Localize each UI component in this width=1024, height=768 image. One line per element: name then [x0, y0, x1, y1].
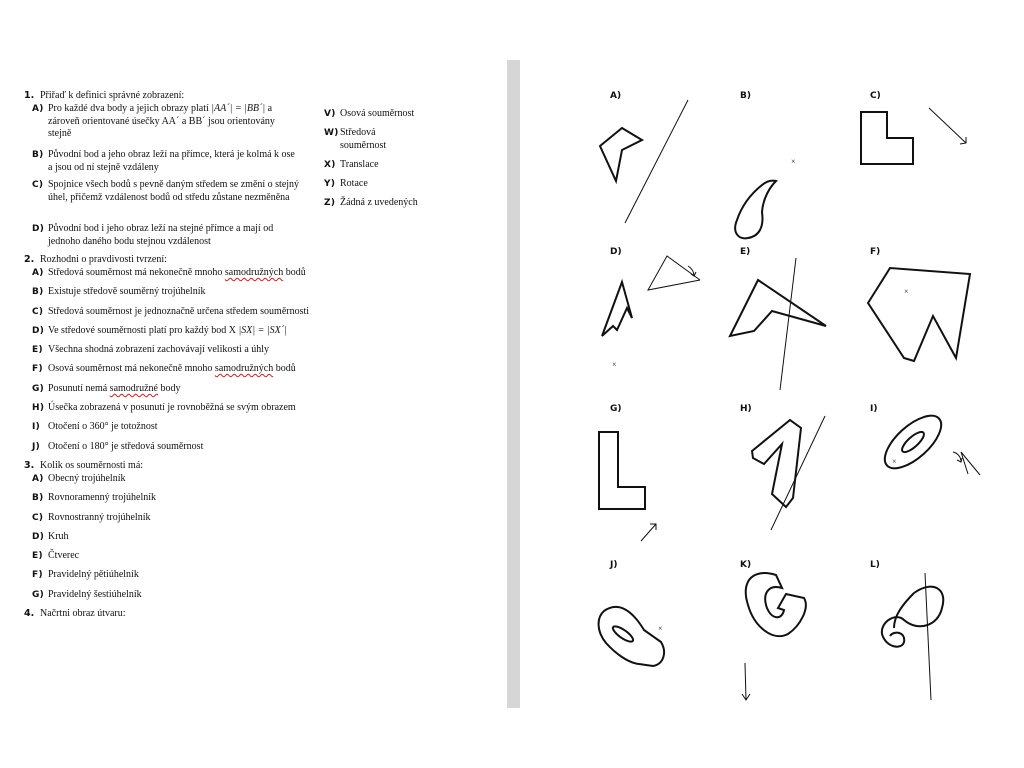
q3-item-g-letter: G)	[32, 590, 45, 600]
figure-k-label: K)	[740, 560, 752, 570]
q2-item-a-letter: A)	[32, 268, 44, 278]
q3-item-e-text: Čtverec	[48, 550, 80, 561]
q4-title: Načrtni obraz útvaru:	[40, 608, 126, 619]
q3-item-a-text: Obecný trojúhelník	[48, 473, 126, 484]
figure-d-shape	[602, 256, 700, 336]
q3-item-d-letter: D)	[32, 532, 45, 542]
figure-a-axis-line	[625, 100, 688, 223]
q1-item-c-letter: C)	[32, 180, 44, 190]
q1-item-a-text: Pro každé dva body a jejich obrazy platí |AA´| = |BB´| a zároveň orientované úsečky AA´ a BB´ jsou orientovány stejně	[48, 103, 275, 139]
q2-item-h-letter: H)	[32, 403, 45, 413]
q3-item-g-text: Pravidelný šestiúhelník	[48, 589, 142, 600]
q3-item-f-letter: F)	[32, 570, 43, 580]
q2-item-d-letter: D)	[32, 326, 45, 336]
q3-item-d-text: Kruh	[48, 531, 69, 542]
q1-item-b-letter: B)	[32, 150, 44, 160]
q1-number: 1.	[24, 90, 35, 101]
q1-option-x-text: Translace	[340, 159, 379, 170]
q2-item-e-letter: E)	[32, 345, 43, 355]
q1-option-x-letter: X)	[324, 160, 336, 170]
q1-item-d-text: Původní bod i jeho obraz leží na stejné přímce a mají od jednoho daného bodu stejnou vzdálenost	[48, 223, 274, 247]
q1-option-w-text: Středová souměrnost	[340, 127, 387, 151]
worksheet-page-right	[520, 60, 1024, 710]
q2-item-d-text: Ve středové souměrnosti platí pro každý bod X |SX| = |SX´|	[48, 325, 287, 336]
q1-option-v-text: Osová souměrnost	[340, 108, 415, 119]
q2-item-c-text: Středová souměrnost je jednoznačně určena středem souměrnosti	[48, 306, 310, 317]
figure-h-label: H)	[740, 404, 752, 414]
figure-b-center-mark: ×	[791, 157, 796, 166]
figure-h-axis-line	[771, 416, 825, 530]
q4-number: 4.	[24, 608, 35, 619]
q2-item-j-text: Otočení o 180° je středová souměrnost	[48, 441, 204, 452]
figure-e-shape	[730, 258, 826, 390]
figure-g-label: G)	[610, 404, 622, 414]
figure-i-angle	[961, 452, 980, 475]
figure-c-label: C)	[870, 91, 881, 101]
q2-item-i-letter: I)	[32, 422, 41, 432]
figure-l-axis-line	[925, 573, 931, 700]
q2-item-b-letter: B)	[32, 287, 44, 297]
figure-j-shape	[599, 607, 664, 666]
q1-item-d-letter: D)	[32, 224, 45, 234]
figure-k-shape	[742, 573, 806, 700]
q2-item-g-text: Posunutí nemá samodružné body	[48, 383, 181, 394]
q1-option-w-letter: W)	[324, 128, 339, 138]
q2-item-c-letter: C)	[32, 307, 44, 317]
page-divider	[507, 60, 520, 708]
q3-item-b-text: Rovnoramenný trojúhelník	[48, 492, 157, 503]
q3-item-e-letter: E)	[32, 551, 43, 561]
figure-i-label: I)	[870, 404, 878, 414]
figure-d-label: D)	[610, 247, 622, 257]
worksheet-page-left	[0, 60, 507, 710]
q3-item-c-text: Rovnostranný trojúhelník	[48, 512, 151, 523]
q1-option-v-letter: V)	[324, 109, 336, 119]
q2-item-b-text: Existuje středově souměrný trojúhelník	[48, 286, 206, 297]
figure-g-direction-arrow	[641, 524, 656, 541]
q1-item-b-text: Původní bod a jeho obraz leží na přímce, která je kolmá k ose a jsou od ní stejně vzdáleny	[48, 149, 295, 173]
figures-canvas	[520, 60, 1024, 710]
q1-option-y-letter: Y)	[324, 179, 336, 189]
q2-item-f-text: Osová souměrnost má nekonečně mnoho samodružných bodů	[48, 363, 296, 374]
figure-l-shape	[882, 573, 943, 700]
figure-j-label: J)	[610, 560, 618, 570]
figure-e-label: E)	[740, 247, 751, 257]
q1-option-y-text: Rotace	[340, 178, 368, 189]
q2-title: Rozhodni o pravdivosti tvrzení:	[40, 254, 167, 265]
q2-number: 2.	[24, 254, 35, 265]
figure-k-direction-arrow	[745, 663, 746, 700]
q2-item-f-letter: F)	[32, 364, 43, 374]
figure-b-label: B)	[740, 91, 751, 101]
q3-item-c-letter: C)	[32, 513, 44, 523]
figure-c-shape	[861, 108, 966, 164]
figure-g-shape	[599, 432, 656, 541]
figure-f-center-mark: ×	[904, 287, 909, 296]
figure-a-shape	[600, 100, 688, 223]
figure-l-label: L)	[870, 560, 880, 570]
figure-a-label: A)	[610, 91, 622, 101]
q2-item-a-text: Středová souměrnost má nekonečně mnoho samodružných bodů	[48, 267, 306, 278]
q2-item-h-text: Úsečka zobrazená v posunutí je rovnoběžná se svým obrazem	[48, 402, 296, 413]
q1-option-z-text: Žádná z uvedených	[340, 197, 418, 208]
q2-item-j-letter: J)	[32, 442, 41, 452]
q2-item-g-letter: G)	[32, 384, 45, 394]
q1-item-c-text: Spojnice všech bodů s pevně daným středem se změní o stejný úhel, přičemž vzdálenost bodů od středu zůstane nezměněna	[48, 179, 300, 203]
figure-h-shape	[752, 416, 825, 530]
q3-item-f-text: Pravidelný pětiúhelník	[48, 569, 139, 580]
figure-e-axis-line	[780, 258, 796, 390]
q1-item-a-letter: A)	[32, 104, 44, 114]
q2-item-e-text: Všechna shodná zobrazení zachovávají velikosti a úhly	[48, 344, 270, 355]
q1-title: Přiřaď k definici správné zobrazení:	[40, 90, 185, 101]
figure-c-direction-arrow	[929, 108, 966, 143]
figure-b-shape	[735, 181, 776, 239]
q3-title: Kolik os souměrnosti má:	[40, 460, 144, 471]
q3-number: 3.	[24, 460, 35, 471]
figure-f-shape	[868, 268, 970, 361]
q2-item-i-text: Otočení o 360° je totožnost	[48, 421, 158, 432]
q3-item-a-letter: A)	[32, 474, 44, 484]
figure-f-label: F)	[870, 247, 881, 257]
figure-j-center-mark: ×	[658, 624, 663, 633]
q1-option-z-letter: Z)	[324, 198, 336, 208]
figure-d-center-mark: ×	[612, 360, 617, 369]
q3-item-b-letter: B)	[32, 493, 44, 503]
figure-i-center-mark: ×	[892, 457, 897, 466]
